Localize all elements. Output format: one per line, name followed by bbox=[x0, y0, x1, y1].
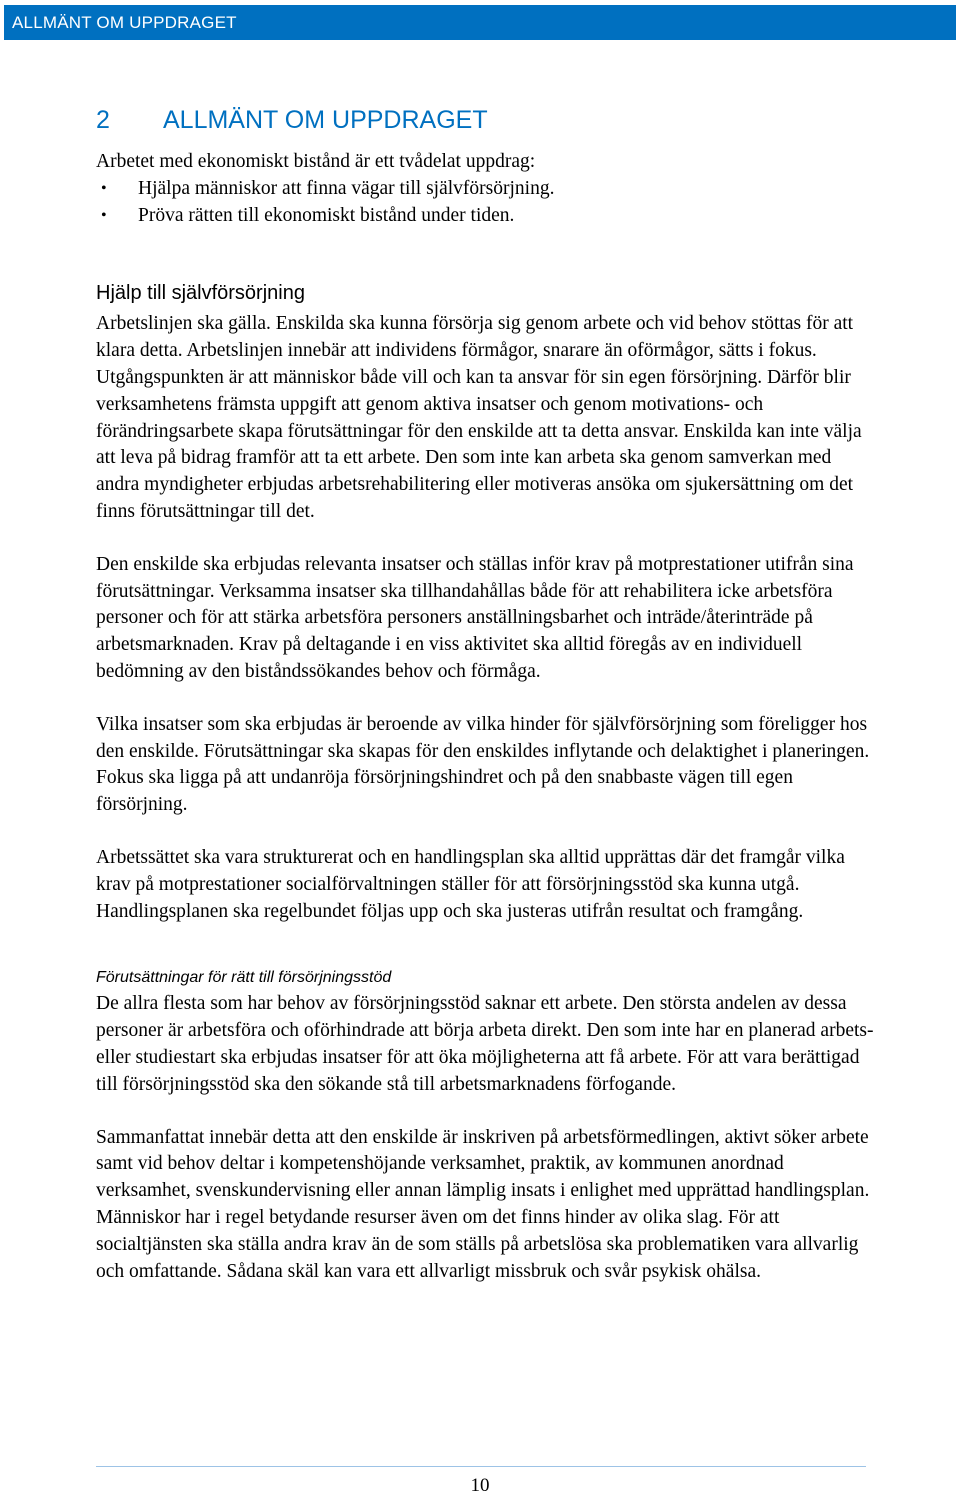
running-header-bar bbox=[4, 5, 956, 40]
paragraph: Den enskilde ska erbjudas relevanta insatser och ställas inför krav på motprestationer utifrån sina förutsättningar. Verksamma insatser ska tillhandahållas både för att rehabilitera icke arbetsföra personer och för att stärka arbetsföra personers anställningsbarhet och inträde/återinträde på arbetsmarknaden. Krav på deltagande i en viss aktivitet ska alltid föregås av en individuell bedömning av den biståndssökandes behov och förmåga. bbox=[96, 553, 854, 682]
section-title: ALLMÄNT OM UPPDRAGET bbox=[163, 106, 488, 134]
paragraph: De allra flesta som har behov av försörjningsstöd saknar ett arbete. Den största andelen av dessa personer är arbetsföra och oförhindrade att börja arbeta direkt. Den som inte har en planerad arbets- eller studiestart ska erbjudas insatser för att öka möjligheterna att få arbete. För att vara berättigad till försörjningsstöd ska den sökande stå till arbetsmarknadens förfogande. bbox=[96, 993, 874, 1095]
section-intro: Arbetet med ekonomiskt bistånd är ett tvådelat uppdrag: bbox=[96, 151, 536, 172]
bullet-list bbox=[96, 176, 876, 230]
paragraph: Sammanfattat innebär detta att den enskilde är inskriven på arbetsförmedlingen, aktivt söker arbete samt vid behov deltar i kompetenshöjande verksamhet, praktik, av kommunen anordnad verksamhet, svenskundervisning eller annan lämplig insats i enlighet med upprättad handlingsplan. Människor har i regel betydande resurser även om det finns hinder av olika slag. För att socialtjänsten ska ställa andra krav än de som ställs på arbetslösa ska problematiken vara allvarlig och omfattande. Sådana skäl kan vara ett allvarligt missbruk och svår psykisk ohälsa. bbox=[96, 1126, 870, 1282]
bullet-item bbox=[96, 176, 876, 203]
footer-rule bbox=[96, 1466, 866, 1467]
subsection-heading-eligibility: Förutsättningar för rätt till försörjningsstöd bbox=[96, 969, 392, 987]
page-body bbox=[96, 104, 876, 1285]
bullet-text: Hjälpa människor att finna vägar till självförsörjning. bbox=[138, 177, 555, 199]
bullet-icon: • bbox=[101, 179, 107, 197]
running-header-title: ALLMÄNT OM UPPDRAGET bbox=[12, 13, 237, 32]
bullet-item bbox=[96, 203, 876, 230]
bullet-icon: • bbox=[101, 206, 107, 224]
subsection-heading-self-support: Hjälp till självförsörjning bbox=[96, 282, 305, 305]
section-number: 2 bbox=[96, 106, 110, 134]
paragraph: Arbetssättet ska vara strukturerat och en handlingsplan ska alltid upprättas där det framgår vilka krav på motprestationer socialförvaltningen ställer för att försörjningsstöd ska kunna utgå. Handlingsplanen ska regelbundet följas upp och ska justeras utifrån resultat och framgång. bbox=[96, 846, 845, 922]
paragraph: Arbetslinjen ska gälla. Enskilda ska kunna försörja sig genom arbete och vid behov stöttas för att klara detta. Arbetslinjen innebär att individens förmågor, snarare än oförmågor, sätts i fokus. Utgångspunkten är att människor både vill och kan ta ansvar för sin egen försörjning. Därför blir verksamhetens främsta uppgift att genom aktiva insatser och genom motivations- och förändringsarbete skapa förutsättningar för den enskilde att ta detta ansvar. Enskilda kan inte välja att leva på bidrag framför att ta ett arbete. Den som inte kan arbeta ska genom samverkan med andra myndigheter erbjudas arbetsrehabilitering eller motiveras ansöka om sjukersättning om det finns förutsättningar till det. bbox=[96, 313, 862, 522]
section-heading bbox=[96, 104, 876, 136]
bullet-text: Pröva rätten till ekonomiskt bistånd under tiden. bbox=[138, 204, 515, 226]
page-number: 10 bbox=[470, 1475, 490, 1496]
paragraph: Vilka insatser som ska erbjudas är beroende av vilka hinder för självförsörjning som föreligger hos den enskilde. Förutsättningar ska skapas för den enskildes inflytande och delaktighet i planeringen. Fokus ska ligga på att undanröja försörjningshindret och på den snabbaste vägen till egen försörjning. bbox=[96, 713, 870, 816]
